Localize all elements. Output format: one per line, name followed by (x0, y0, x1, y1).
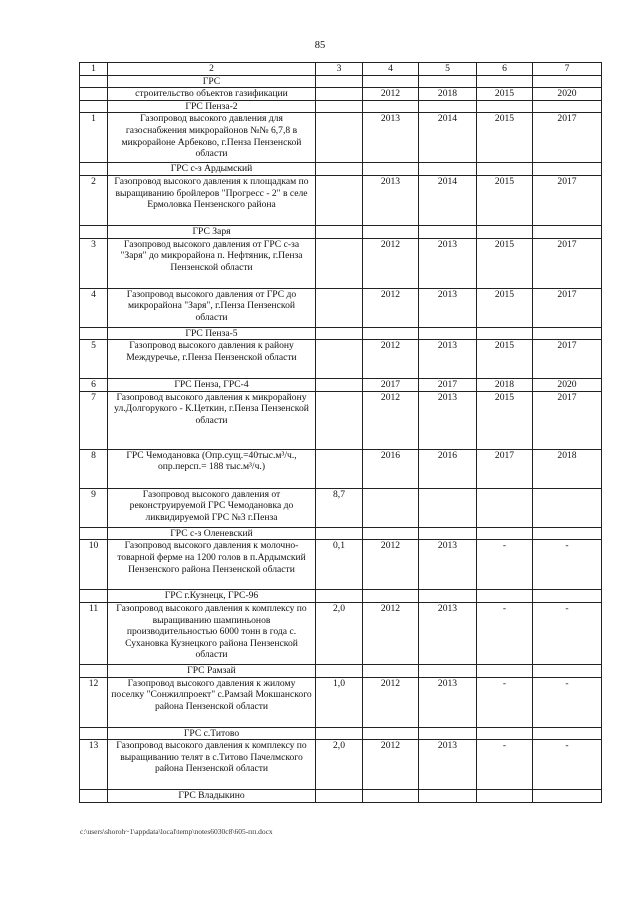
table-row (80, 488, 602, 527)
table-row (80, 449, 602, 488)
table-cell-col-1 (80, 88, 108, 101)
table-cell-col-3: 0,1 (316, 540, 363, 590)
table-cell-col-1: 2 (80, 175, 108, 225)
table-cell-col-1 (80, 727, 108, 740)
gas-facilities-table (79, 62, 602, 803)
table-cell-col-5: 2013 (419, 238, 477, 288)
table-row (80, 602, 602, 664)
table-cell-col-6: 2015 (477, 88, 533, 101)
table-cell-col-7 (533, 327, 602, 340)
table-cell-col-3: 2,0 (316, 602, 363, 664)
table-cell-col-1 (80, 327, 108, 340)
table-cell-col-5 (419, 790, 477, 803)
table-cell-col-4 (363, 664, 419, 677)
table-cell-col-4: 2013 (363, 175, 419, 225)
table-cell-col-7: 2017 (533, 175, 602, 225)
table-cell-col-3 (316, 527, 363, 540)
table-cell-col-4 (363, 727, 419, 740)
table-cell-col-3 (316, 391, 363, 449)
table-cell-col-5: 2013 (419, 540, 477, 590)
table-cell-col-2: 2 (108, 63, 316, 76)
table-header-row (80, 63, 602, 76)
table-cell-col-5 (419, 664, 477, 677)
table-cell-col-7: - (533, 540, 602, 590)
table-cell-col-3 (316, 238, 363, 288)
table-cell-col-2: Газопровод высокого давления к площадкам по выращиванию бройлеров "Прогресс - 2" в селе Ермоловка Пензенского района (108, 175, 316, 225)
table-cell-col-7: - (533, 602, 602, 664)
table-cell-col-7: 2017 (533, 391, 602, 449)
table-cell-col-6: 2015 (477, 113, 533, 163)
table-cell-col-1: 12 (80, 677, 108, 727)
table-cell-col-7: - (533, 740, 602, 790)
table-cell-col-6: - (477, 602, 533, 664)
table-cell-col-2: Газопровод высокого давления от ГРС до микрорайона "Заря", г.Пенза Пензенской области (108, 288, 316, 327)
table-cell-col-1 (80, 664, 108, 677)
table-cell-col-4: 2012 (363, 340, 419, 379)
table-cell-col-5 (419, 225, 477, 238)
table-cell-col-5 (419, 590, 477, 603)
table-cell-col-4: 2012 (363, 391, 419, 449)
table-cell-col-3 (316, 175, 363, 225)
table-cell-col-2: Газопровод высокого давления к району Междуречье, г.Пенза Пензенской области (108, 340, 316, 379)
table-cell-col-3 (316, 727, 363, 740)
table-cell-col-1: 7 (80, 391, 108, 449)
table-cell-col-7: 2017 (533, 340, 602, 379)
table-row (80, 379, 602, 392)
table-cell-col-1 (80, 225, 108, 238)
table-cell-col-2: строительство объектов газификации (108, 88, 316, 101)
table-cell-col-2: Газопровод высокого давления к жилому поселку "Сонжилпроект" с.Рамзай Мокшанского района Пензенской области (108, 677, 316, 727)
table-row (80, 100, 602, 113)
table-cell-col-1: 9 (80, 488, 108, 527)
table-cell-col-4 (363, 527, 419, 540)
table-cell-col-2: ГРС Заря (108, 225, 316, 238)
table-cell-col-5 (419, 163, 477, 176)
table-row (80, 238, 602, 288)
table-cell-col-3 (316, 449, 363, 488)
table-cell-col-6: 2015 (477, 340, 533, 379)
table-cell-col-6: 2015 (477, 391, 533, 449)
table-cell-col-2: Газопровод высокого давления к молочно-товарной ферме на 1200 голов в п.Ардымский Пензенского района Пензенской области (108, 540, 316, 590)
table-cell-col-1: 1 (80, 113, 108, 163)
table-row (80, 664, 602, 677)
table-cell-col-6 (477, 225, 533, 238)
table-cell-col-3 (316, 379, 363, 392)
table-cell-col-3 (316, 327, 363, 340)
table-cell-col-1: 6 (80, 379, 108, 392)
table-row (80, 75, 602, 88)
table-cell-col-2: Газопровод высокого давления от реконструируемой ГРС Чемодановка до ликвидируемой ГРС №3 г.Пенза (108, 488, 316, 527)
table-cell-col-6: 2018 (477, 379, 533, 392)
table-cell-col-5: 2013 (419, 740, 477, 790)
table-cell-col-2: Газопровод высокого давления к комплексу по выращиванию телят в с.Титово Пачелмского района Пензенской области (108, 740, 316, 790)
table-cell-col-4: 2012 (363, 88, 419, 101)
table-cell-col-2: ГРС Пенза-5 (108, 327, 316, 340)
table-row (80, 740, 602, 790)
table-cell-col-7 (533, 664, 602, 677)
table-cell-col-7: - (533, 677, 602, 727)
table-cell-col-6: - (477, 540, 533, 590)
table-cell-col-5: 2014 (419, 175, 477, 225)
table-cell-col-5 (419, 327, 477, 340)
table-cell-col-2: Газопровод высокого давления к комплексу по выращиванию шампиньонов производительностью 6000 тонн в года с. Сухановка Кузнецкого района Пензенской области (108, 602, 316, 664)
table-cell-col-5 (419, 527, 477, 540)
table-cell-col-7: 2017 (533, 238, 602, 288)
table-cell-col-6: - (477, 740, 533, 790)
table-cell-col-7 (533, 100, 602, 113)
table-cell-col-5 (419, 100, 477, 113)
table-cell-col-1: 5 (80, 340, 108, 379)
table-cell-col-1: 11 (80, 602, 108, 664)
table-cell-col-7 (533, 590, 602, 603)
footer-file-path: c:\users\shoroh~1\appdata\local\temp\notes6030c8\605-пп.docx (80, 827, 273, 836)
table-cell-col-5: 2013 (419, 677, 477, 727)
table-cell-col-4: 4 (363, 63, 419, 76)
table-cell-col-7 (533, 488, 602, 527)
table-cell-col-1 (80, 590, 108, 603)
table-cell-col-6 (477, 790, 533, 803)
table-cell-col-4 (363, 75, 419, 88)
table-cell-col-5: 2018 (419, 88, 477, 101)
table-cell-col-4 (363, 590, 419, 603)
table-cell-col-4 (363, 100, 419, 113)
table-cell-col-6: 2017 (477, 449, 533, 488)
table-cell-col-3 (316, 790, 363, 803)
table-cell-col-7 (533, 225, 602, 238)
table-row (80, 790, 602, 803)
table-row (80, 288, 602, 327)
table-cell-col-7: 2017 (533, 113, 602, 163)
table-row (80, 340, 602, 379)
table-cell-col-3: 8,7 (316, 488, 363, 527)
table-cell-col-6 (477, 100, 533, 113)
table-cell-col-7: 2020 (533, 379, 602, 392)
table-cell-col-3 (316, 340, 363, 379)
table-cell-col-2: ГРС с-з Ардымский (108, 163, 316, 176)
table-cell-col-1 (80, 790, 108, 803)
table-row (80, 88, 602, 101)
table-cell-col-6 (477, 488, 533, 527)
table-cell-col-1: 3 (80, 238, 108, 288)
table-cell-col-6 (477, 527, 533, 540)
table-cell-col-4 (363, 790, 419, 803)
table-cell-col-2: ГРС Пенза, ГРС-4 (108, 379, 316, 392)
table-cell-col-5: 2013 (419, 391, 477, 449)
table-cell-col-4: 2012 (363, 288, 419, 327)
table-cell-col-6 (477, 327, 533, 340)
table-cell-col-2: ГРС (108, 75, 316, 88)
table-cell-col-5: 2013 (419, 340, 477, 379)
page-number: 85 (314, 40, 326, 51)
table-cell-col-3 (316, 664, 363, 677)
table-cell-col-5: 2013 (419, 602, 477, 664)
table-cell-col-4: 2012 (363, 740, 419, 790)
table-cell-col-7: 2018 (533, 449, 602, 488)
table-row (80, 727, 602, 740)
table-cell-col-4: 2013 (363, 113, 419, 163)
table-cell-col-7 (533, 527, 602, 540)
table-row (80, 175, 602, 225)
table-cell-col-4 (363, 225, 419, 238)
table-cell-col-2: Газопровод высокого давления для газоснабжения микрорайонов №№ 6,7,8 в микрорайоне Арбеково, г.Пенза Пензенской области (108, 113, 316, 163)
table-cell-col-3 (316, 288, 363, 327)
table-cell-col-3 (316, 88, 363, 101)
table-cell-col-2: ГРС г.Кузнецк, ГРС-96 (108, 590, 316, 603)
table-cell-col-7 (533, 163, 602, 176)
table-cell-col-4: 2016 (363, 449, 419, 488)
table-cell-col-2: ГРС Рамзай (108, 664, 316, 677)
table-cell-col-7: 7 (533, 63, 602, 76)
table-cell-col-3: 3 (316, 63, 363, 76)
table-cell-col-6: 6 (477, 63, 533, 76)
table-row (80, 540, 602, 590)
table-cell-col-3 (316, 75, 363, 88)
table-cell-col-6 (477, 664, 533, 677)
table-cell-col-5: 2014 (419, 113, 477, 163)
table-cell-col-5 (419, 75, 477, 88)
table-row (80, 163, 602, 176)
table-cell-col-6 (477, 590, 533, 603)
table-cell-col-4: 2012 (363, 540, 419, 590)
table-cell-col-5: 5 (419, 63, 477, 76)
table-cell-col-4 (363, 163, 419, 176)
table-cell-col-7: 2017 (533, 288, 602, 327)
table-cell-col-5: 2016 (419, 449, 477, 488)
table-row (80, 527, 602, 540)
table-cell-col-4: 2012 (363, 677, 419, 727)
table-cell-col-7 (533, 727, 602, 740)
table-cell-col-1: 8 (80, 449, 108, 488)
table-cell-col-3: 1,0 (316, 677, 363, 727)
table-cell-col-4: 2012 (363, 238, 419, 288)
table-cell-col-3 (316, 225, 363, 238)
table-cell-col-6 (477, 727, 533, 740)
table-cell-col-1 (80, 100, 108, 113)
table-cell-col-2: ГРС Владыкино (108, 790, 316, 803)
table-cell-col-6: 2015 (477, 238, 533, 288)
table-cell-col-5 (419, 488, 477, 527)
table-cell-col-2: ГРС с.Титово (108, 727, 316, 740)
table-row (80, 677, 602, 727)
table-row (80, 113, 602, 163)
table-row (80, 391, 602, 449)
table-cell-col-1 (80, 163, 108, 176)
table-cell-col-4: 2012 (363, 602, 419, 664)
table-cell-col-2: Газопровод высокого давления от ГРС с-за "Заря" до микрорайона п. Нефтяник, г.Пенза Пензенской области (108, 238, 316, 288)
table-cell-col-1: 4 (80, 288, 108, 327)
table-cell-col-6 (477, 75, 533, 88)
table-cell-col-1: 1 (80, 63, 108, 76)
table-cell-col-7 (533, 75, 602, 88)
table-cell-col-5 (419, 727, 477, 740)
table-cell-col-3 (316, 590, 363, 603)
table-cell-col-3 (316, 100, 363, 113)
table-cell-col-4 (363, 488, 419, 527)
table-cell-col-3 (316, 113, 363, 163)
table-row (80, 225, 602, 238)
table-cell-col-7 (533, 790, 602, 803)
table-cell-col-1 (80, 527, 108, 540)
table-cell-col-2: ГРС с-з Оленевский (108, 527, 316, 540)
table-cell-col-6: 2015 (477, 288, 533, 327)
table-cell-col-2: Газопровод высокого давления к микрорайону ул.Долгорукого - К.Цеткин, г.Пенза Пензенской области (108, 391, 316, 449)
table-cell-col-1 (80, 75, 108, 88)
table-cell-col-6: - (477, 677, 533, 727)
table-cell-col-5: 2017 (419, 379, 477, 392)
table-row (80, 327, 602, 340)
table-cell-col-5: 2013 (419, 288, 477, 327)
table-row (80, 590, 602, 603)
table-cell-col-3 (316, 163, 363, 176)
table-cell-col-6 (477, 163, 533, 176)
table-cell-col-1: 13 (80, 740, 108, 790)
table-cell-col-7: 2020 (533, 88, 602, 101)
table-cell-col-1: 10 (80, 540, 108, 590)
table-cell-col-3: 2,0 (316, 740, 363, 790)
table-cell-col-2: ГРС Пенза-2 (108, 100, 316, 113)
table-cell-col-6: 2015 (477, 175, 533, 225)
table-cell-col-4 (363, 327, 419, 340)
table-cell-col-2: ГРС Чемодановка (Опр.сущ.=40тыс.м³/ч., опр.персп.= 188 тыс.м³/ч.) (108, 449, 316, 488)
table-cell-col-4: 2017 (363, 379, 419, 392)
